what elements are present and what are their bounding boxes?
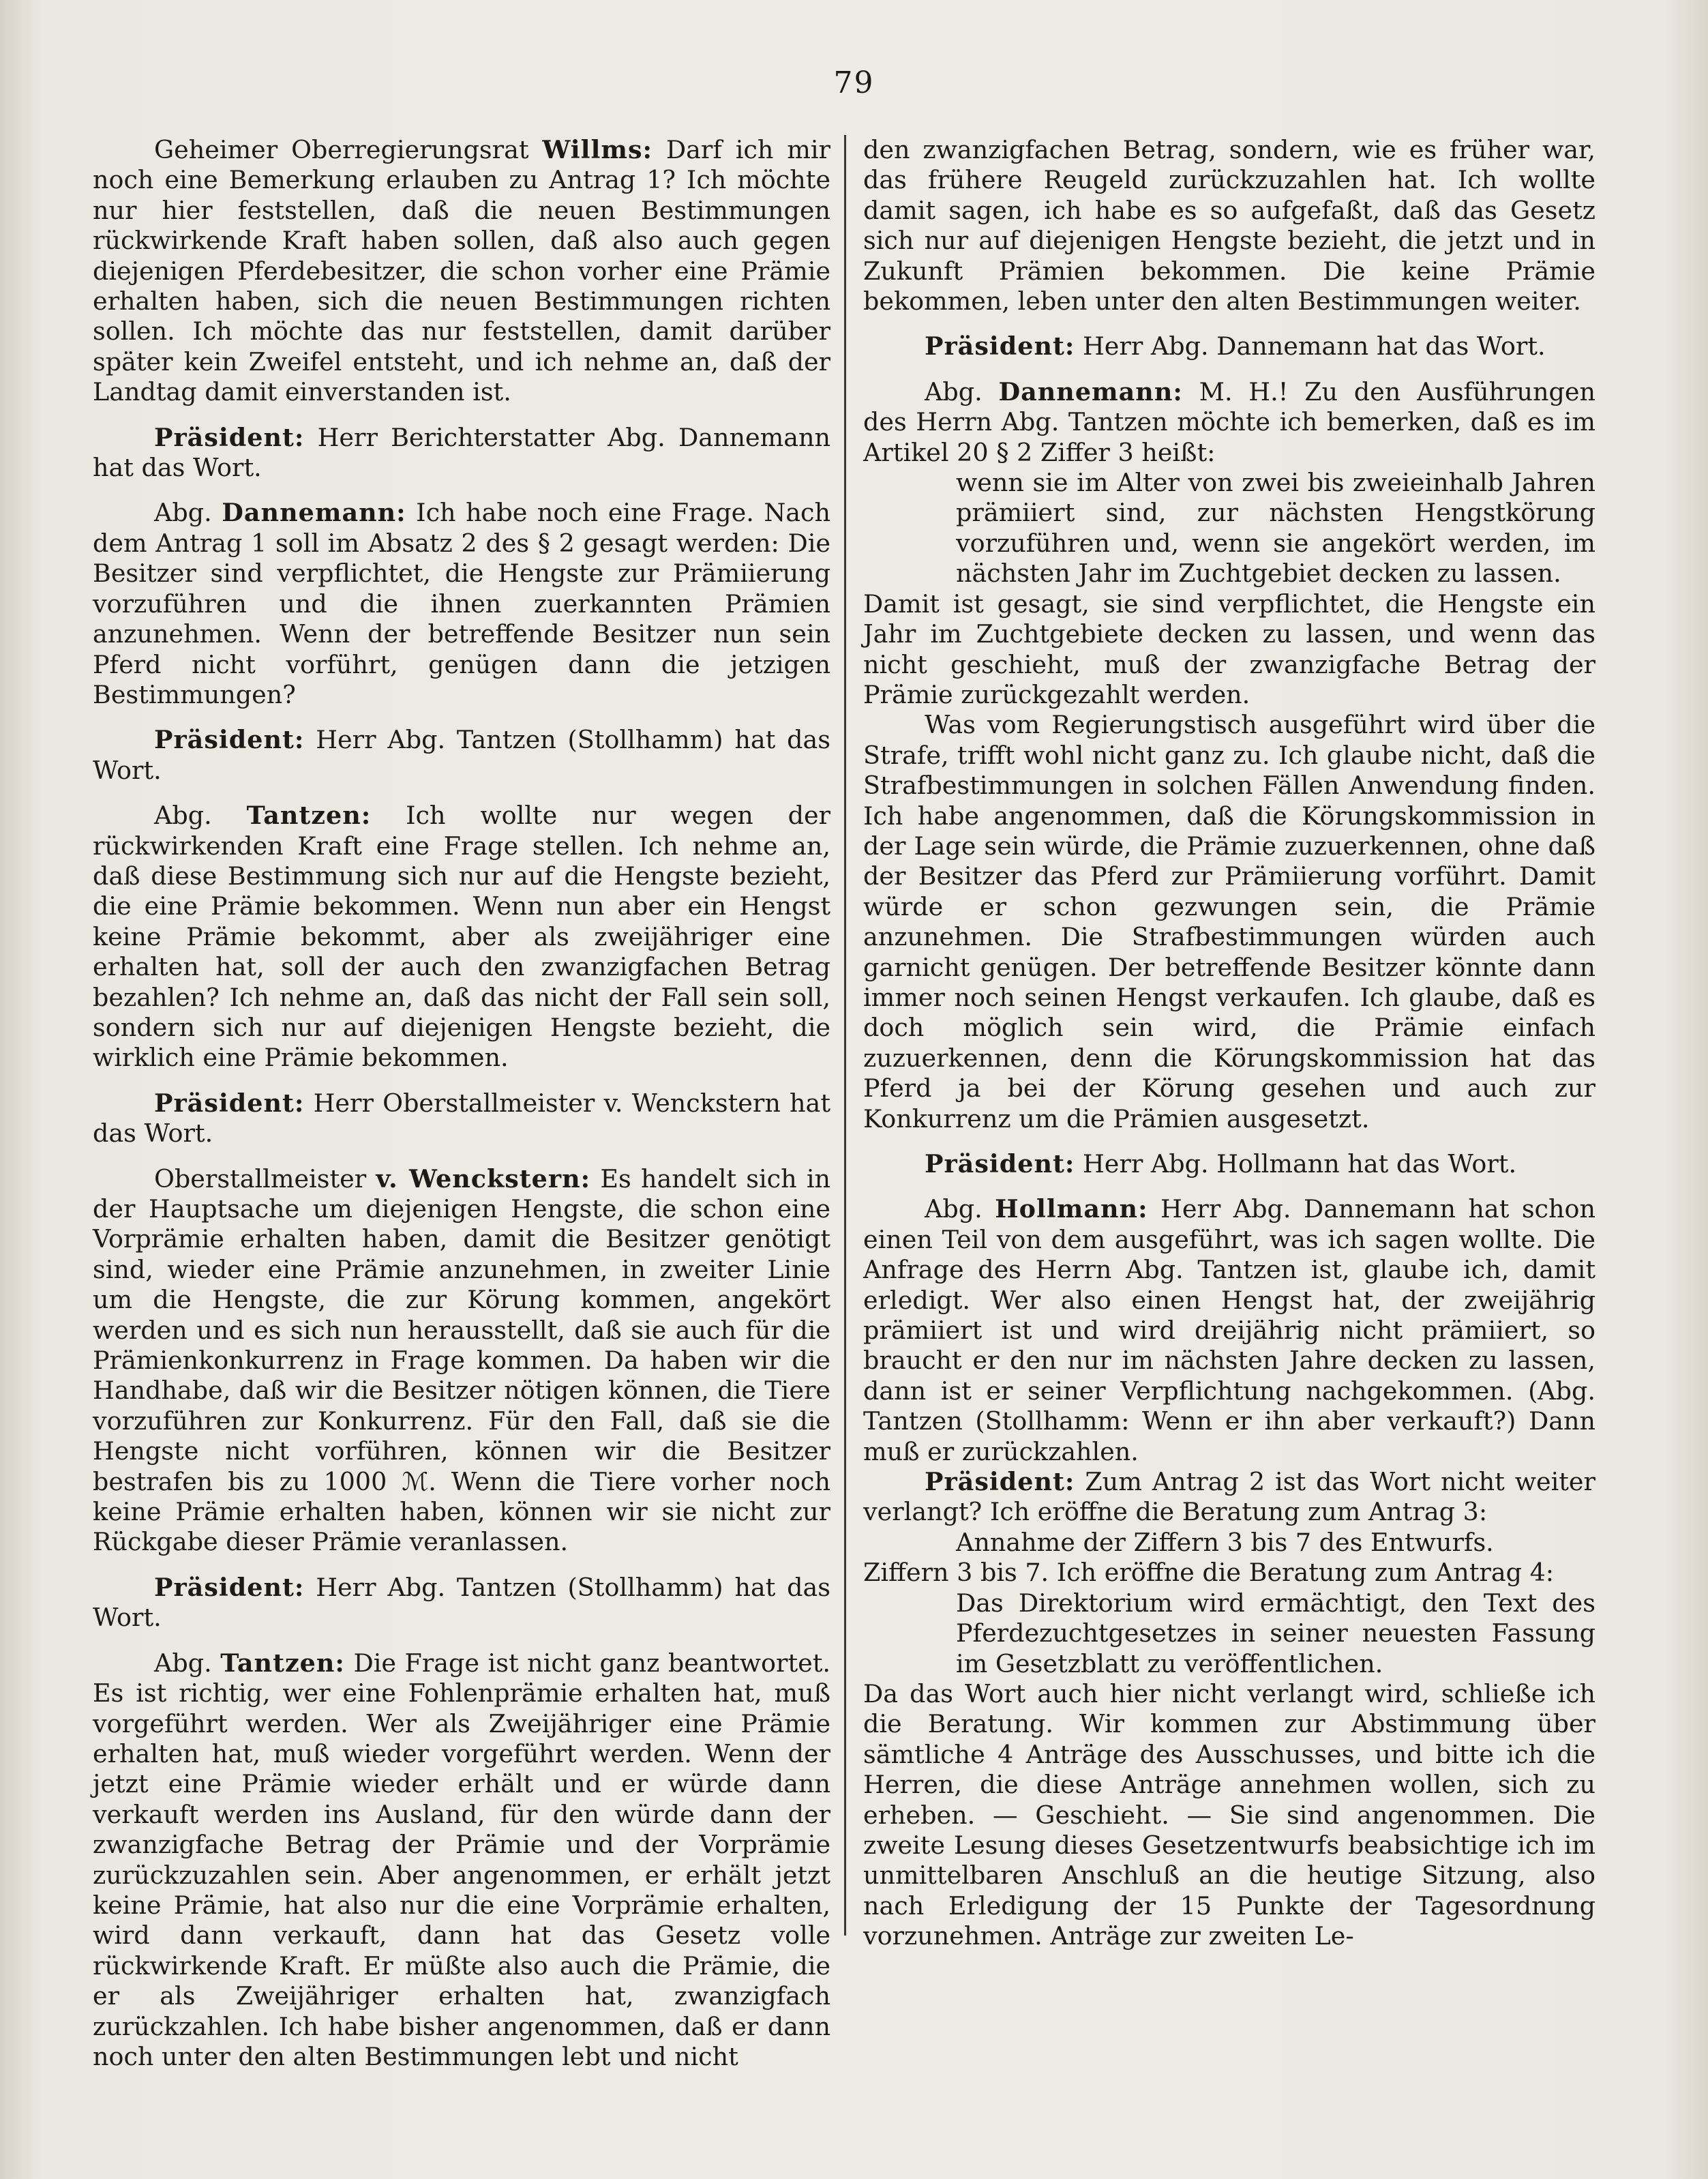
speaker-name: Dannemann: xyxy=(998,376,1183,406)
paragraph: Präsident: Zum Antrag 2 ist das Wort nicht weiter verlangt? Ich eröffne die Beratung zum Antrag 3: xyxy=(863,1467,1595,1527)
paragraph: Präsident: Herr Abg. Tantzen (Stollhamm) hat das Wort. xyxy=(93,1572,830,1633)
column-divider xyxy=(844,135,846,1936)
speaker-name: Willms: xyxy=(542,135,653,164)
paragraph: Präsident: Herr Oberstallmeister v. Wenckstern hat das Wort. xyxy=(93,1088,830,1148)
paragraph: den zwanzigfachen Betrag, sondern, wie es früher war, das frühere Reugeld zurückzuzahlen hat. Ich wollte damit sagen, ich habe es so aufgefaßt, daß das Gesetz sich nur auf diejenigen Hengste bezieht, die jetzt und in Zukunft Prämien bekommen. Die keine Prämie bekommen, leben unter den alten Bestimmungen weiter. xyxy=(863,135,1595,316)
paragraph: Präsident: Herr Abg. Dannemann hat das Wort. xyxy=(925,331,1546,361)
right-column xyxy=(863,135,1595,1952)
speaker-name: Tantzen: xyxy=(246,801,372,831)
paragraph: Abg. Hollmann: Herr Abg. Dannemann hat schon einen Teil von dem ausgeführt, was ich sagen wollte. Die Anfrage des Herrn Abg. Tantzen ist, glaube ich, damit erledigt. Wer also einen Hengst hat, der zweijährig prämiiert ist und wird dreijährig nicht prämiiert, so braucht er den nur im nächsten Jahre decken zu lassen, dann ist er seiner Verpflichtung nachgekommen. (Abg. Tantzen (Stollhamm: Wenn er ihn aber verkauft?) Dann muß er zurückzahlen. xyxy=(863,1194,1595,1466)
quoted-text: Das Direktorium wird ermächtigt, den Text des Pferdezuchtgesetzes in seiner neuesten Fassung im Gesetzblatt zu veröffentlichen. xyxy=(956,1588,1595,1678)
left-column xyxy=(93,135,830,2072)
paragraph: Abg. Dannemann: Ich habe noch eine Frage. Nach dem Antrag 1 soll im Absatz 2 des § 2 gesagt werden: Die Besitzer sind verpflichtet, die Hengste zur Prämiierung vorzuführen und die ihnen zuerkannten Prämien anzunehmen. Wenn der betreffende Besitzer nun sein Pferd nicht vorführt, genügen dann die jetzigen Bestimmungen? xyxy=(93,498,831,709)
paragraph: Abg. Dannemann: M. H.! Zu den Ausführungen des Herrn Abg. Tantzen möchte ich bemerken, daß es im Artikel 20 § 2 Ziffer 3 heißt: xyxy=(863,376,1595,467)
paragraph: Geheimer Oberregierungsrat Willms: Darf ich mir noch eine Bemerkung erlauben zu Antrag 1? Ich möchte nur hier feststellen, daß die neuen Bestimmungen rückwirkende Kraft haben sollen, daß also auch gegen diejenigen Pferdebesitzer, die schon vorher eine Prämie erhalten haben, sich die neuen Bestimmungen richten sollen. Ich möchte das nur feststellen, damit darüber später kein Zweifel entsteht, und ich nehme an, daß der Landtag damit einverstanden ist. xyxy=(93,135,830,407)
paragraph: Präsident: Herr Berichterstatter Abg. Dannemann hat das Wort. xyxy=(93,422,830,483)
quoted-text: Annahme der Ziffern 3 bis 7 des Entwurfs. xyxy=(956,1527,1494,1557)
speaker-name: Hollmann: xyxy=(995,1194,1148,1224)
page-number: 79 xyxy=(833,65,875,100)
paragraph: Was vom Regierungstisch ausgeführt wird über die Strafe, trifft wohl nicht ganz zu. Ich glaube nicht, daß die Strafbestimmungen in solchen Fällen Anwendung finden. Ich habe angenommen, daß die Körungskommission in der Lage sein würde, die Prämie zuzuerkennen, ohne daß der Besitzer das Pferd zur Prämiierung vorführt. Damit würde er schon gezwungen sein, die Prämie anzunehmen. Die Strafbestimmungen würden auch garnicht genügen. Der betreffende Besitzer könnte dann immer noch seinen Hengst verkaufen. Ich glaube, daß es doch möglich sein wird, die Prämie einfach zuzuerkennen, denn die Körungskommission hat das Pferd ja bei der Körung gesehen und auch zur Konkurrenz um die Prämien ausgesetzt. xyxy=(863,710,1595,1133)
quoted-text: wenn sie im Alter von zwei bis zweieinhalb Jahren prämiiert sind, zur nächsten Hengstkörung vorzuführen und, wenn sie angekört werden, im nächsten Jahr im Zuchtgebiet decken zu lassen. xyxy=(956,468,1595,589)
speaker-name: Präsident: xyxy=(154,1572,305,1602)
speaker-name: Präsident: xyxy=(925,331,1075,361)
paragraph: Abg. Tantzen: Ich wollte nur wegen der rückwirkenden Kraft eine Frage stellen. Ich nehme an, daß diese Bestimmung sich nur auf die Hengste bezieht, die eine Prämie bekommen. Wenn nun aber ein Hengst keine Prämie bekommt, aber als zweijähriger eine erhalten hat, soll der auch den zwanzigfachen Betrag bezahlen? Ich nehme an, daß das nicht der Fall sein soll, sondern sich nur auf diejenigen Hengste bezieht, die wirklich eine Prämie bekommen. xyxy=(93,801,830,1073)
paragraph: Da das Wort auch hier nicht verlangt wird, schließe ich die Beratung. Wir kommen zur Abstimmung über sämtliche 4 Anträge des Ausschusses, und bitte ich die Herren, die diese Anträge annehmen wollen, sich zu erheben. — Geschieht. — Sie sind angenommen. Die zweite Lesung dieses Gesetzentwurfs beabsichtige ich im unmittelbaren Anschluß an die heutige Sitzung, also nach Erledigung der 15 Punkte der Tagesordnung vorzunehmen. Anträge zur zweiten Le- xyxy=(863,1678,1595,1951)
speaker-name: Dannemann: xyxy=(222,498,406,528)
speaker-name: Präsident: xyxy=(925,1149,1075,1179)
paragraph: Abg. Tantzen: Die Frage ist nicht ganz beantwortet. Es ist richtig, wer eine Fohlenprämie erhalten hat, muß vorgeführt werden. Wer als Zweijähriger eine Prämie erhalten hat, muß wieder vorgeführt werden. Wenn der jetzt eine Prämie wieder erhält und er würde dann verkauft werden ins Ausland, für den würde dann der zwanzigfache Betrag der Prämie und der Vorprämie zurückzuzahlen sein. Aber angenommen, er erhält jetzt keine Prämie, hat also nur die eine Vorprämie erhalten, wird dann verkauft, dann hat das Gesetz volle rückwirkende Kraft. Er müßte also auch die Prämie, die er als Zweijähriger erhalten hat, zwanzigfach zurückzahlen. Ich habe bisher angenommen, daß er dann noch unter den alten Bestimmungen lebt und nicht xyxy=(93,1648,830,2071)
speaker-name: Tantzen: xyxy=(220,1648,345,1678)
paragraph: Präsident: Herr Abg. Tantzen (Stollhamm) hat das Wort. xyxy=(93,725,830,785)
paragraph: Oberstallmeister v. Wenckstern: Es handelt sich in der Hauptsache um diejenigen Hengste, die schon eine Vorprämie erhalten haben, damit die Besitzer genötigt sind, wieder eine Prämie anzunehmen, in zweiter Linie um die Hengste, die zur Körung kommen, angekört werden und es sich nun herausstellt, daß sie auch für die Prämienkonkurrenz in Frage kommen. Da haben wir die Handhabe, daß wir die Besitzer nötigen können, die Tiere vorzuführen zur Konkurrenz. Für den Fall, daß sie die Hengste nicht vorführen, können wir die Besitzer bestrafen bis zu 1000 ℳ. Wenn die Tiere vorher noch keine Prämie erhalten haben, können wir sie nicht zur Rückgabe dieser Prämie veranlassen. xyxy=(93,1163,831,1557)
speaker-name: v. Wenckstern: xyxy=(376,1163,591,1194)
speaker-name: Präsident: xyxy=(154,725,305,755)
paragraph: Ziffern 3 bis 7. Ich eröffne die Beratung zum Antrag 4: xyxy=(863,1558,1555,1588)
speaker-name: Präsident: xyxy=(925,1467,1075,1497)
speaker-name: Präsident: xyxy=(154,1088,305,1118)
paragraph: Präsident: Herr Abg. Hollmann hat das Wort. xyxy=(925,1149,1517,1179)
paragraph: Damit ist gesagt, sie sind verpflichtet, die Hengste ein Jahr im Zuchtgebiete decken zu lassen, und wenn das nicht geschieht, muß der zwanzigfache Betrag der Prämie zurückgezahlt werden. xyxy=(863,589,1595,709)
speaker-name: Präsident: xyxy=(154,422,305,452)
